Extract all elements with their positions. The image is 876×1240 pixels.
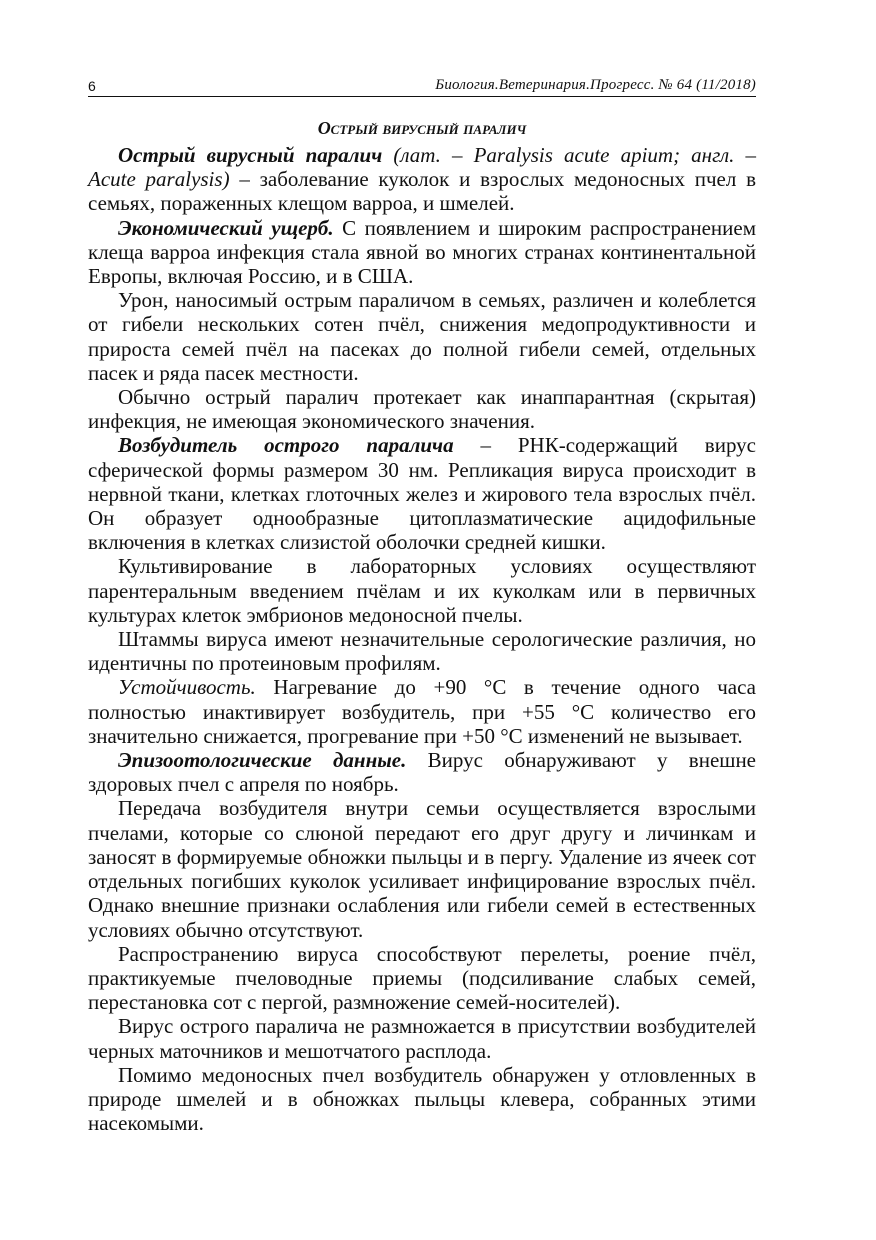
paragraph-latin-names: (лат. – Paralysis acute apium; англ. – Acute paralysis) <box>88 143 756 192</box>
paragraph-economic-damage <box>88 216 756 289</box>
paragraph-text: Распространению вируса способствуют перелеты, роение пчёл, практикуемые пчеловодные приемы (подсиливание слабых семей, перестановка сот с пергой, размножение семей-носителей). <box>88 941 756 1015</box>
article-title: Острый вирусный паралич <box>317 118 527 138</box>
paragraph-text: – РНК-содержащий вирус сферической формы размером 30 нм. Репликация вируса происходит в нервной ткани, клетках глоточных желез и жирового тела взрослых пчёл. Он образует однообразные цитоплазматические ацидофильные включения в клетках слизистой оболочки средней кишки. <box>88 433 757 555</box>
paragraph-text: С появлением и широким распространением клеща варроа инфекция стала явной во многих странах континентальной Европы, включая Россию, и в США. <box>88 215 756 289</box>
journal-page <box>88 72 756 1135</box>
paragraph-lead: Устойчивость. <box>118 675 256 700</box>
paragraph-text: Нагревание до +90 °С в течение одного часа полностью инактивирует возбудитель, при +55 °С количество его значительно снижается, прогревание при +50 °С изменений не вызывает. <box>88 675 756 748</box>
paragraph-coinfection <box>88 1014 756 1062</box>
paragraph-lead: Возбудитель острого паралича <box>118 433 454 458</box>
paragraph-text: Культивирование в лабораторных условиях осуществляют парентеральным введением пчёлам и их куколкам или в первичных культурах клеток эмбрионов медоносной пчелы. <box>88 554 756 627</box>
journal-title: Биология.Ветеринария.Прогресс. № 64 (11/2018) <box>435 77 756 93</box>
article-body <box>88 143 756 1135</box>
paragraph-inapparent-infection <box>88 385 756 433</box>
paragraph-spread <box>88 942 756 1015</box>
paragraph-text: Вирус обнаруживают у внешне здоровых пчел с апреля по ноябрь. <box>88 748 757 797</box>
paragraph-bumblebees <box>88 1063 756 1136</box>
paragraph-losses <box>88 288 756 385</box>
paragraph-epizootology <box>88 748 756 796</box>
paragraph-cultivation <box>88 554 756 627</box>
paragraph-text: Обычно острый паралич протекает как инаппарантная (скрытая) инфекция, не имеющая экономического значения. <box>88 385 756 434</box>
paragraph-strains <box>88 627 756 675</box>
paragraph-text: Урон, наносимый острым параличом в семьях, различен и колеблется от гибели нескольких сотен пчёл, снижения медопродуктивности и прироста семей пчёл на пасеках до полной гибели семей, отдельных пасек и ряда пасек местности. <box>88 288 756 385</box>
paragraph-pathogen <box>88 433 756 554</box>
running-header <box>88 72 756 97</box>
paragraph-text: Штаммы вируса имеют незначительные серологические различия, но идентичны по протеиновым профилям. <box>88 627 756 676</box>
paragraph-resistance <box>88 675 756 748</box>
paragraph-lead: Эпизоотологические данные. <box>118 748 407 773</box>
paragraph-transmission <box>88 796 756 941</box>
paragraph-text: Помимо медоносных пчел возбудитель обнаружен у отловленных в природе шмелей и в обножках пыльцы клевера, собранных этими насекомыми. <box>88 1062 756 1136</box>
paragraph-lead: Экономический ущерб. <box>118 215 334 240</box>
paragraph-lead: Острый вирусный паралич <box>118 143 383 167</box>
paragraph-definition <box>88 143 756 216</box>
paragraph-text: Передача возбудителя внутри семьи осуществляется взрослыми пчелами, которые со слюной передают его друг другу и личинкам и заносят в формируемые обножки пыльцы и в пергу. Удаление из ячеек сот отдельных погибших куколок усиливает инфицирование взрослых пчёл. Однако внешние признаки ослабления или гибели семей в естественных условиях обычно отсутствуют. <box>88 796 756 942</box>
paragraph-text: – заболевание куколок и взрослых медоносных пчел в семьях, пораженных клещом варроа, и шмелей. <box>88 167 756 216</box>
page-number: 6 <box>88 78 96 94</box>
paragraph-text: Вирус острого паралича не размножается в присутствии возбудителей черных маточников и мешотчатого расплода. <box>88 1014 756 1063</box>
